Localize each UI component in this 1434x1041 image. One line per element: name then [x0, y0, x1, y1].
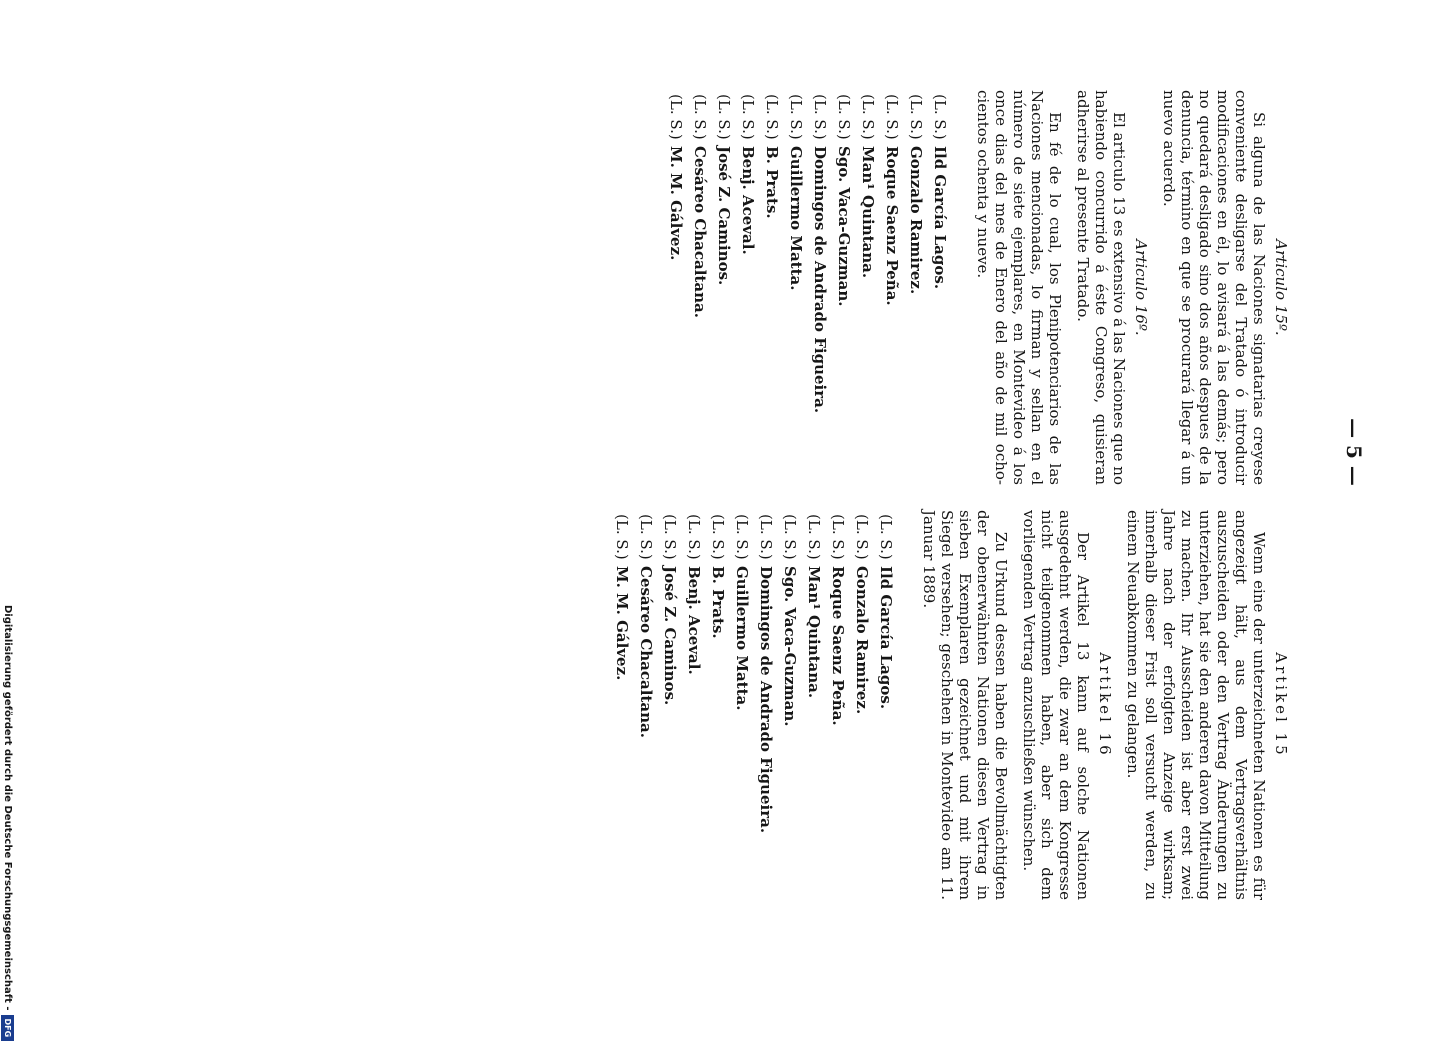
seal-mark: (L. S.): [829, 514, 847, 560]
signatory-name: José Z. Caminos.: [715, 146, 733, 286]
signature-row: [754, 514, 778, 900]
credit-text: Digitalisierung gefördert durch die Deutsche Forschungsgemeinschaft -: [2, 605, 13, 1011]
signature-row: [730, 514, 754, 900]
article-15-text-de: Wenn eine der unterzeichneten Nationen es für angezeigt hält, aus dem Vertragsverhältnis auszuscheiden oder den Vertrag Änderungen zu unterziehen, hat sie den anderen davon Mitteilung zu machen. Ihr Ausscheiden ist aber erst zwei Jahre nach der erfolgten Anzeige wirksam; innerhalb dieser Frist soll versucht werden, zu einem Neuabkommen zu gelangen.: [1124, 510, 1268, 900]
article-16-text-de: Der Artikel 13 kann auf solche Nationen ausgedehnt werden, die zwar an dem Kongresse nicht teilgenommen haben, aber sich dem vorliegenden Vertrag anzuschließen wünschen.: [1020, 510, 1092, 900]
signature-row: [856, 94, 880, 485]
seal-mark: (L. S.): [781, 514, 799, 560]
signature-row: [874, 514, 898, 900]
seal-mark: (L. S.): [739, 94, 757, 140]
signatory-name: José Z. Caminos.: [661, 566, 679, 706]
seal-mark: (L. S.): [709, 514, 727, 560]
signatory-name: Guillermo Matta.: [733, 566, 751, 711]
article-16-heading-es: Articulo 16º.: [1132, 239, 1150, 336]
article-15-heading-de: Artikel 15: [1272, 652, 1290, 758]
seal-mark: (L. S.): [637, 514, 655, 560]
seal-mark: (L. S.): [613, 514, 631, 560]
signatory-name: Domingos de Andrado Figueira.: [811, 146, 829, 414]
signatory-name: Guillermo Matta.: [787, 146, 805, 291]
signatory-name: M. M. Gálvez.: [667, 146, 685, 261]
signatory-name: Cesáreo Chacaltana.: [637, 566, 655, 738]
signatory-name: Benj. Aceval.: [739, 146, 757, 255]
signatory-name: Sgo. Vaca-Guzman.: [835, 146, 853, 307]
seal-mark: (L. S.): [661, 514, 679, 560]
signature-row: [826, 514, 850, 900]
digitization-credit: [1, 605, 14, 1041]
page-number: — 5 —: [1341, 418, 1366, 486]
seal-mark: (L. S.): [877, 514, 895, 560]
signatory-name: Ild García Lagos.: [931, 146, 949, 290]
seal-mark: (L. S.): [763, 94, 781, 140]
seal-mark: (L. S.): [757, 514, 775, 560]
signature-row: [736, 94, 760, 485]
signatory-name: Roque Saenz Peña.: [829, 566, 847, 726]
seal-mark: (L. S.): [733, 514, 751, 560]
signature-row: [808, 94, 832, 485]
signatory-name: Man¹ Quintana.: [859, 146, 877, 279]
signature-row: [850, 514, 874, 900]
signature-row: [778, 514, 802, 900]
signature-row: [760, 94, 784, 485]
signature-row: [658, 514, 682, 900]
dfg-logo: DFG: [1, 1015, 14, 1041]
signature-row: [712, 94, 736, 485]
seal-mark: (L. S.): [907, 94, 925, 140]
signatory-name: B. Prats.: [709, 566, 727, 639]
seal-mark: (L. S.): [715, 94, 733, 140]
signature-row: [664, 94, 688, 485]
signature-row: [688, 94, 712, 485]
seal-mark: (L. S.): [853, 514, 871, 560]
signature-row: [832, 94, 856, 485]
signatory-name: Gonzalo Ramirez.: [853, 566, 871, 715]
article-16-heading-de: Artikel 16: [1096, 652, 1114, 758]
seal-mark: (L. S.): [691, 94, 709, 140]
seal-mark: (L. S.): [787, 94, 805, 140]
seal-mark: (L. S.): [931, 94, 949, 140]
signature-row: [928, 94, 952, 485]
signatures-list-es: [664, 90, 952, 485]
closing-text-de: Zu Urkund dessen haben die Bevollmächtigten der obenerwähnten Nationen diesen Vertrag in sieben Exemplaren gezeichnet und mit ihrem Siegel versehen; geschehen in Montevideo am 11. Januar 1889.: [920, 510, 1010, 900]
german-column: [610, 510, 1290, 900]
signatory-name: Man¹ Quintana.: [805, 566, 823, 699]
seal-mark: (L. S.): [811, 94, 829, 140]
article-15-heading-es: Articulo 15º.: [1272, 239, 1290, 336]
signature-row: [802, 514, 826, 900]
signatory-name: Roque Saenz Peña.: [883, 146, 901, 306]
article-15-text-es: Si alguna de las Naciones signatarias creyese conveniente desligarse del Tratado ó introducir modificaciones en él, lo avisará á las demás; pero no quedará desligado sino dos años despues de la denuncia, término en que se procurará llegar á un nuevo acuerdo.: [1160, 90, 1268, 485]
seal-mark: (L. S.): [835, 94, 853, 140]
seal-mark: (L. S.): [859, 94, 877, 140]
signature-row: [634, 514, 658, 900]
signatory-name: Ild García Lagos.: [877, 566, 895, 710]
signatory-name: Sgo. Vaca-Guzman.: [781, 566, 799, 727]
signatory-name: Benj. Aceval.: [685, 566, 703, 675]
article-16-text-es: El articulo 13 es extensivo á las Naciones que no habiendo concurrido á éste Congreso, quisieran adherirse al presente Tratado.: [1074, 90, 1128, 485]
closing-text-es: En fé de lo cual, los Plenipotenciarios de las Naciones mencionadas, lo firman y sellan en el número de siete ejemplares, en Montevideo á los once dias del mes de Enero del año de mil ocho-cientos ochenta y nueve.: [974, 90, 1064, 485]
signature-row: [610, 514, 634, 900]
signature-row: [682, 514, 706, 900]
seal-mark: (L. S.): [805, 514, 823, 560]
seal-mark: (L. S.): [685, 514, 703, 560]
signatory-name: Gonzalo Ramirez.: [907, 146, 925, 295]
signature-row: [880, 94, 904, 485]
signature-row: [904, 94, 928, 485]
signatory-name: M. M. Gálvez.: [613, 566, 631, 681]
signature-row: [706, 514, 730, 900]
signatures-list-de: [610, 510, 898, 900]
seal-mark: (L. S.): [883, 94, 901, 140]
signatory-name: Domingos de Andrado Figueira.: [757, 566, 775, 834]
signature-row: [784, 94, 808, 485]
spanish-column: [664, 90, 1290, 485]
signatory-name: B. Prats.: [763, 146, 781, 219]
signatory-name: Cesáreo Chacaltana.: [691, 146, 709, 318]
seal-mark: (L. S.): [667, 94, 685, 140]
